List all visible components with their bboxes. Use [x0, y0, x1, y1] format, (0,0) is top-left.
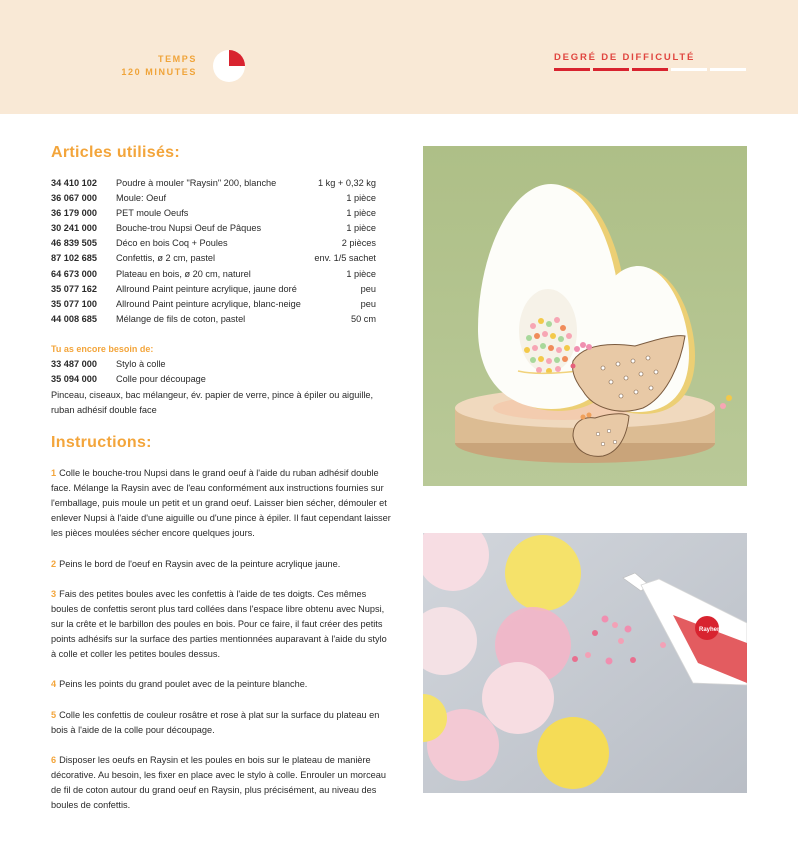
- article-qty: env. 1/5 sachet: [314, 253, 376, 264]
- extra-code: 33 487 000: [51, 359, 97, 369]
- article-qty: peu: [360, 283, 376, 294]
- step-number: 5: [51, 709, 57, 720]
- instruction-step: [51, 587, 394, 662]
- photo-confetti-glue: [423, 533, 747, 793]
- article-desc: Plateau en bois, ø 20 cm, naturel: [116, 268, 251, 279]
- article-code: 35 077 100: [51, 298, 97, 309]
- time-value: 120 MINUTES: [121, 67, 197, 77]
- article-code: 64 673 000: [51, 268, 97, 279]
- article-code: 34 410 102: [51, 178, 97, 188]
- step-text: Fais des petites boules avec les confettis à l'aide de tes doigts. Ces mêmes boules de confettis seront plus tard collées dans l'espace libre obtenu avec Nupsi, sur la crête et le barbillon des poules en bois. Pour ce faire, il faut créer des petits points adhésifs sur la surface des parties mentionnées auparavant à l'aide du stylo à colle et coller les petites boules dessus.: [51, 588, 387, 660]
- instruction-step: [51, 557, 394, 572]
- article-desc: PET moule Oeufs: [116, 208, 189, 219]
- instruction-step: [51, 466, 394, 541]
- step-number: 1: [51, 468, 57, 478]
- article-qty: 1 pièce: [346, 223, 376, 234]
- step-number: 3: [51, 588, 57, 599]
- difficulty-bar: [632, 68, 668, 71]
- article-desc: Moule: Oeuf: [116, 193, 167, 204]
- article-code: 35 077 162: [51, 283, 97, 294]
- articles-title: Articles utilisés:: [51, 144, 181, 161]
- article-row: [51, 251, 376, 266]
- step-text: Colle les confettis de couleur rosâtre et rose à plat sur la surface du plateau en bois à l'aide de la colle pour découpage.: [51, 709, 380, 735]
- photo-easter-eggs: [423, 146, 747, 486]
- instruction-step: [51, 753, 394, 813]
- timer-icon: [212, 49, 246, 83]
- article-row: [51, 206, 376, 221]
- step-number: 6: [51, 754, 57, 765]
- article-code: 36 067 000: [51, 193, 97, 204]
- article-desc: Poudre à mouler "Raysin" 200, blanche: [116, 178, 277, 188]
- article-code: 87 102 685: [51, 253, 97, 264]
- extra-code: 35 094 000: [51, 374, 97, 385]
- time-label: TEMPS: [157, 54, 197, 64]
- easter-decoration-illustration: [423, 146, 747, 486]
- article-desc: Déco en bois Coq + Poules: [116, 238, 228, 249]
- timer-fill: [229, 50, 245, 66]
- article-row: [51, 176, 376, 191]
- step-text: Peins les points du grand poulet avec de la peinture blanche.: [59, 679, 308, 690]
- confetti-glue-illustration: [423, 533, 747, 793]
- difficulty-bar: [593, 68, 629, 71]
- step-number: 4: [51, 679, 57, 690]
- article-code: 44 008 685: [51, 313, 97, 324]
- article-qty: 1 pièce: [346, 268, 376, 279]
- difficulty-label: DEGRÉ DE DIFFICULTÉ: [554, 52, 696, 63]
- article-desc: Bouche-trou Nupsi Oeuf de Pâques: [116, 223, 262, 234]
- article-qty: 1 pièce: [346, 193, 376, 204]
- article-qty: 2 pièces: [341, 238, 376, 249]
- extra-desc: Stylo à colle: [116, 359, 166, 369]
- article-code: 30 241 000: [51, 223, 97, 234]
- extra-title: Tu as encore besoin de:: [51, 344, 154, 354]
- article-qty: 1 pièce: [346, 208, 376, 219]
- article-qty: 1 kg + 0,32 kg: [318, 178, 376, 188]
- instructions-title: Instructions:: [51, 434, 152, 451]
- difficulty-bar: [671, 68, 707, 71]
- extra-desc: Colle pour découpage: [116, 374, 206, 385]
- article-row: [51, 221, 376, 236]
- article-row: [51, 191, 376, 206]
- extra-row: [51, 357, 206, 372]
- difficulty-bar: [554, 68, 590, 71]
- article-code: 36 179 000: [51, 208, 97, 219]
- instructions-steps: [51, 466, 394, 828]
- article-desc: Confettis, ø 2 cm, pastel: [116, 253, 216, 264]
- articles-table: [51, 176, 376, 327]
- step-text: Disposer les oeufs en Raysin et les poules en bois sur le plateau de manière décorative. Au besoin, les fixer en place avec le stylo à colle. Enrouler un morceau de fil de coton autour du grand oeuf en Raysin, plus précisément, au niveau des boules de confettis.: [51, 754, 387, 811]
- article-row: [51, 282, 376, 297]
- article-qty: 50 cm: [350, 313, 376, 324]
- article-desc: Allround Paint peinture acrylique, jaune doré: [116, 283, 297, 294]
- extra-table: [51, 357, 206, 387]
- bottle-brand-label: Rayher: [699, 627, 720, 633]
- difficulty-bar: [710, 68, 746, 71]
- article-code: 46 839 505: [51, 238, 97, 249]
- instruction-step: [51, 677, 394, 692]
- instruction-step: [51, 708, 394, 738]
- article-desc: Mélange de fils de coton, pastel: [116, 313, 246, 324]
- article-row: [51, 297, 376, 312]
- difficulty-meter: [554, 68, 746, 71]
- step-text: Peins le bord de l'oeuf en Raysin avec de la peinture acrylique jaune.: [59, 558, 341, 569]
- extra-row: [51, 372, 206, 387]
- step-text: Colle le bouche-trou Nupsi dans le grand oeuf à l'aide du ruban adhésif double face. Mélange la Raysin avec de l'eau conformément aux instructions fournies sur l'emballage, puis moule un petit et un grand oeuf. Laisser bien sécher, démouler et enlever Nupsi à l'aide d'une aiguille ou d'une pince à épiler. Il faut cependant laisser les pièces moulées sécher encore quelques jours.: [51, 468, 391, 539]
- article-row: [51, 312, 376, 327]
- article-row: [51, 236, 376, 251]
- article-row: [51, 267, 376, 282]
- article-qty: peu: [360, 298, 376, 309]
- extra-note: Pinceau, ciseaux, bac mélangeur, év. papier de verre, pince à épiler ou aiguille, ruban adhésif double face: [51, 390, 374, 415]
- step-number: 2: [51, 558, 57, 569]
- article-desc: Allround Paint peinture acrylique, blanc-neige: [116, 298, 301, 309]
